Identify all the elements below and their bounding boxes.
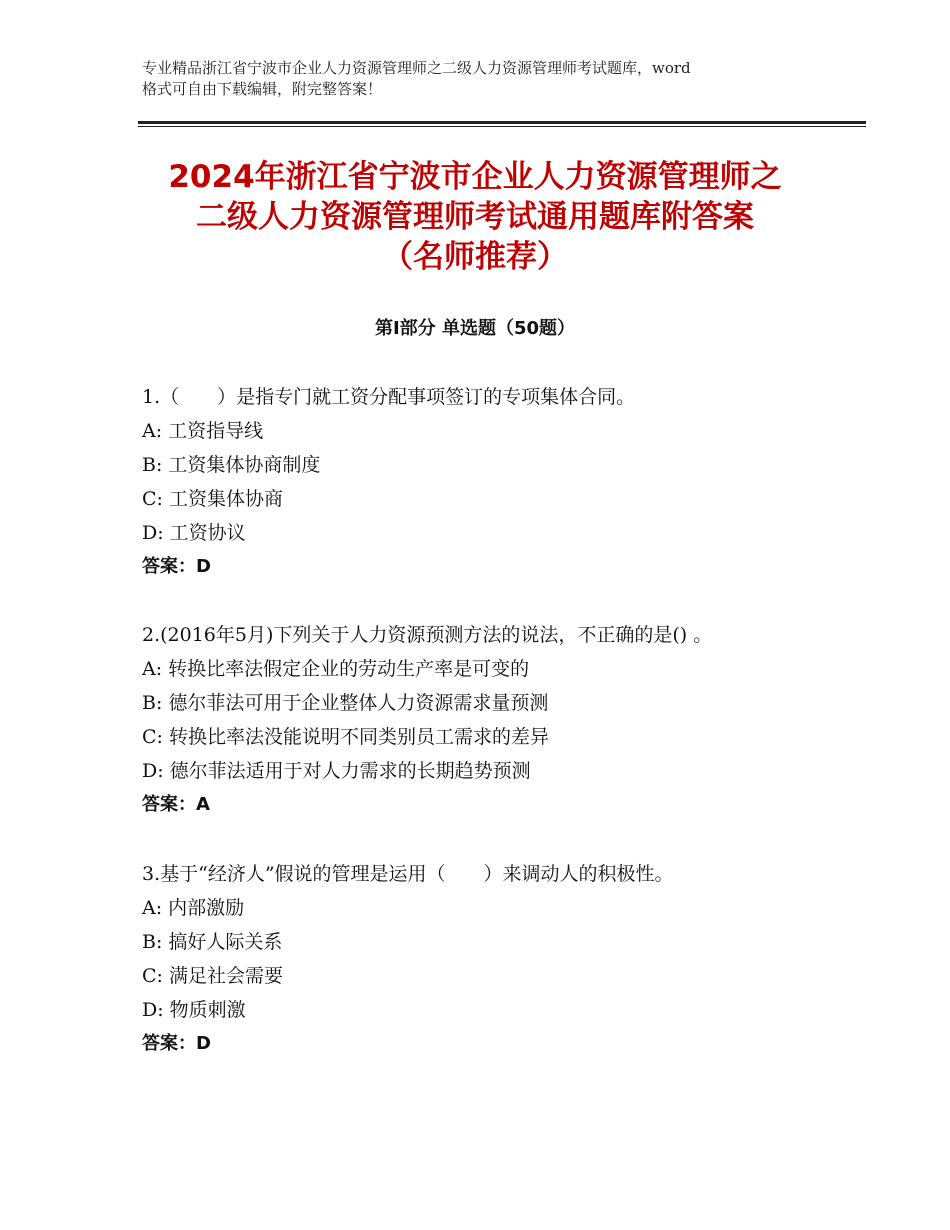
header-note-line-1: 专业精品浙江省宁波市企业人力资源管理师之二级人力资源管理师考试题库，word <box>142 59 691 77</box>
option-c: C: 转换比率法没能说明不同类别员工需求的差异 <box>142 726 549 748</box>
answer: 答案：D <box>142 1033 211 1054</box>
title-line-1: 2024年浙江省宁波市企业人力资源管理师之 <box>168 159 782 195</box>
option-b: B: 搞好人际关系 <box>142 931 283 953</box>
question-1 <box>142 380 842 584</box>
option-a: A: 转换比率法假定企业的劳动生产率是可变的 <box>142 658 530 680</box>
option-b: B: 德尔菲法可用于企业整体人力资源需求量预测 <box>142 692 549 714</box>
question-stem: 1.（ ）是指专门就工资分配事项签订的专项集体合同。 <box>142 386 636 408</box>
title-line-2: 二级人力资源管理师考试通用题库附答案 <box>196 199 754 235</box>
header-note <box>142 58 822 100</box>
answer: 答案：D <box>142 556 211 577</box>
option-d: D: 德尔菲法适用于对人力需求的长期趋势预测 <box>142 760 531 782</box>
question-stem: 2.(2016年5月)下列关于人力资源预测方法的说法，不正确的是() 。 <box>142 624 713 646</box>
question-2 <box>142 618 842 822</box>
option-a: A: 工资指导线 <box>142 420 264 442</box>
option-d: D: 工资协议 <box>142 522 246 544</box>
header-divider-thin <box>138 126 866 127</box>
question-3 <box>142 857 842 1061</box>
option-c: C: 满足社会需要 <box>142 965 283 987</box>
title-line-3: （名师推荐） <box>382 239 568 275</box>
option-b: B: 工资集体协商制度 <box>142 454 321 476</box>
document-title <box>100 157 850 277</box>
header-note-line-2: 格式可自由下载编辑，附完整答案！ <box>142 80 383 98</box>
header-divider-thick <box>138 121 866 124</box>
option-d: D: 物质刺激 <box>142 999 246 1021</box>
option-c: C: 工资集体协商 <box>142 488 283 510</box>
question-stem: 3.基于“经济人”假说的管理是运用（ ）来调动人的积极性。 <box>142 863 674 885</box>
section-heading: 第Ⅰ部分 单选题（50题） <box>374 318 575 339</box>
answer: 答案：A <box>142 794 210 815</box>
option-a: A: 内部激励 <box>142 897 245 919</box>
